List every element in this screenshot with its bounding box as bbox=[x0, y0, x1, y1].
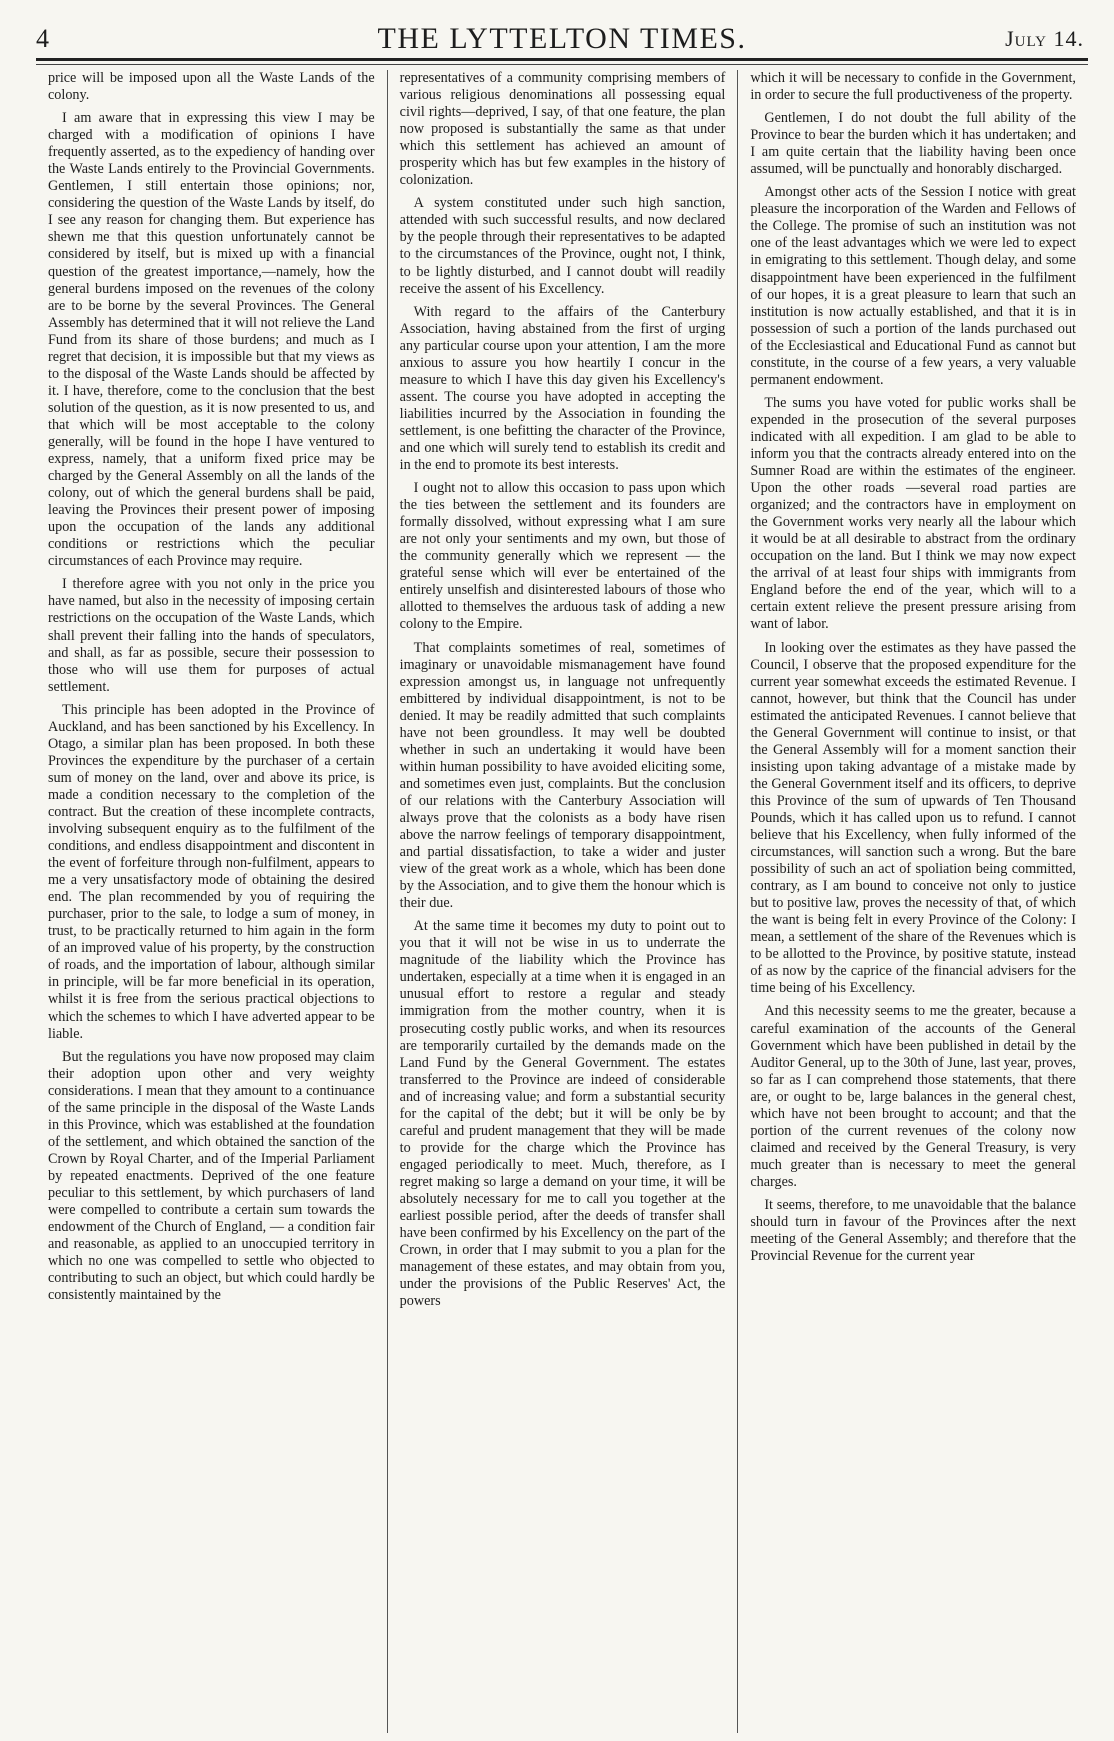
issue-date: July 14. bbox=[1005, 26, 1084, 51]
paragraph: This principle has been adopted in the Province of Auckland, and has been sanctioned by his Excellency. In Otago, a similar plan has been proposed. In both these Provinces the expenditure by the purchaser of a certain sum of money on the land, over and above its price, is made a condition necessary to the completion of the contract. But the creation of these incomplete contracts, involving subsequent enquiry as to the fulfilment of the conditions, and endless disappointment and discontent in the event of forfeiture through non-fulfilment, appears to me a very unsatisfactory mode of obtaining the desired end. The plan recommended by you of requiring the purchaser, prior to the sale, to lodge a sum of money, in trust, to be practically returned to him again in the form of an improved value of his property, by the construction of roads, and the importation of labour, although similar in principle, will be far more beneficial in its operation, whilst it is free from the serious practical objections to which the schemes to which I have adverted appear to be liable. bbox=[48, 701, 375, 1042]
paragraph: Amongst other acts of the Session I notice with great pleasure the incorporation of the Warden and Fellows of the College. The promise of such an institution was not one of the least advantages which we were led to expect in emigrating to this settlement. Though delay, and some disappointment have been experienced in the fulfilment of our hopes, it is a great pleasure to learn that such an institution is now actually established, and that it is in possession of such a portion of the lands purchased out of the Ecclesiastical and Educational Fund as cannot but constitute, in the course of a few years, a very valuable permanent endowment. bbox=[750, 184, 1076, 388]
paragraph: A system constituted under such high sanction, attended with such successful results, and now declared by the people through their representatives to be adapted to the circumstances of the Province, ought not, I think, to be lightly disturbed, and I cannot doubt will readily receive the assent of his Excellency. bbox=[399, 195, 726, 297]
article-columns bbox=[36, 70, 1088, 1733]
paragraph: It seems, therefore, to me unavoidable that the balance should turn in favour of the Provinces after the next meeting of the General Assembly; and therefore that the Provincial Revenue for the current year bbox=[750, 1197, 1076, 1265]
paragraph: The sums you have voted for public works shall be expended in the prosecution of the several purposes indicated with all expedition. I am glad to be able to inform you that the contracts already entered into on the Sumner Road are within the estimates of the engineer. Upon the other roads —several road parties are organized; and the contractors have in employment on the Government works very nearly all the labour which it would be at all desirable to abstract from the ordinary occupation on the land. But I think we may now expect the arrival of at least four ships with immigrants from England before the end of the year, which will to a certain extent relieve the present pressure arising from want of labor. bbox=[750, 394, 1076, 633]
paragraph: And this necessity seems to me the greater, because a careful examination of the accounts of the General Government which have been published in detail by the Auditor General, up to the 30th of June, last year, proves, so far as I can comprehend those statements, that there are, or ought to be, large balances in the general chest, which have not been brought to account; and that the portion of the current revenues of the colony now claimed and received by the General Treasury, is very much greater than is necessary to meet the general charges. bbox=[750, 1003, 1076, 1190]
paragraph: representatives of a community comprising members of various religious denominations all possessing equal civil rights—deprived, I say, of that one feature, the plan now proposed is substantially the same as that under which this settlement has achieved an amount of prosperity which has but few examples in the history of colonization. bbox=[399, 70, 726, 189]
paragraph: which it will be necessary to confide in the Government, in order to secure the full productiveness of the property. bbox=[750, 70, 1076, 104]
paragraph: I ought not to allow this occasion to pass upon which the ties between the settlement and its founders are formally dissolved, without expressing what I am sure are not only your sentiments and my own, but those of the community generally which we represent — the grateful sense which will ever be entertained of the entirely unselfish and disinterested labours of those who allotted to themselves the arduous task of adding a new colony to the Empire. bbox=[399, 480, 726, 633]
masthead bbox=[36, 18, 1088, 58]
paragraph: I am aware that in expressing this view I may be charged with a modification of opinions I have frequently asserted, as to the expediency of handing over the Waste Lands entirely to the Provincial Governments. Gentlemen, I still entertain those opinions; nor, considering the question of the Waste Lands by itself, do I see any reason for changing them. But experience has shewn me that this question unfortunately cannot be considered by itself, but is mixed up with a financial question of the greatest importance,—namely, how the general burdens imposed on the revenues of the colony are to be borne by the several Provinces. The General Assembly has determined that it will not relieve the Land Fund from its share of those burdens; and much as I regret that decision, it is impossible but that my views as to the disposal of the Waste Lands should be affected by it. I have, therefore, come to the conclusion that the best solution of the question, as it is now presented to us, and that which will be most acceptable to the colony generally, will be found in the hope I have ventured to express, namely, that a uniform fixed price may be charged by the General Assembly on all the lands of the colony, out of which the general burdens shall be paid, leaving the Provinces their present power of imposing upon the occupation of the lands any additional conditions or restrictions which the peculiar circumstances of each Province may require. bbox=[48, 110, 375, 570]
column-3 bbox=[737, 70, 1088, 1733]
paragraph: In looking over the estimates as they have passed the Council, I observe that the proposed expenditure for the current year somewhat exceeds the estimated Revenue. I cannot, however, but think that the Council has under estimated the anticipated Revenues. I cannot believe that the General Government will continue to insist, or that the General Assembly will for a moment sanction their insisting upon taking advantage of a mistake made by the General Government itself and its officers, to deprive this Province of the sum of upwards of Ten Thousand Pounds, which it has called upon us to refund. I cannot believe that his Excellency, when fully informed of the circumstances, will sanction such a wrong. But the bare possibility of such an act of spoliation being committed, contrary, as I am bound to conceive not only to justice but to positive law, proves the necessity of that, of which the want is being felt in every Province of the Colony: I mean, a settlement of the share of the Revenues which is to be allotted to the Province, by positive statute, instead of as now by the caprice of the financial advisers for the time being of his Excellency. bbox=[750, 639, 1076, 997]
masthead-rule-thin bbox=[36, 64, 1088, 65]
page-number: 4 bbox=[36, 24, 49, 53]
paragraph: Gentlemen, I do not doubt the full ability of the Province to bear the burden which it has undertaken; and I am quite certain that the liability having been once assumed, will be punctually and honorably discharged. bbox=[750, 110, 1076, 178]
newspaper-title: THE LYTTELTON TIMES. bbox=[377, 22, 747, 55]
column-1 bbox=[36, 70, 387, 1733]
paragraph: With regard to the affairs of the Canterbury Association, having abstained from the first of urging any particular course upon your attention, I am the more anxious to assure you how heartily I concur in the measure to which I have this day given his Excellency's assent. The course you have adopted in accepting the liabilities incurred by the Association in founding the settlement, is one befitting the character of the Province, and one which will surely tend to establish its credit and in the end to promote its best interests. bbox=[399, 303, 726, 474]
paragraph: That complaints sometimes of real, sometimes of imaginary or unavoidable mismanagement have found expression amongst us, in language not unfrequently embittered by individual disappointment, is not to be denied. It may be readily admitted that such complaints have not been groundless. It may well be doubted whether in such an undertaking it would have been within human possibility to have avoided eliciting some, and sometimes even just, complaints. But the conclusion of our relations with the Canterbury Association will always prove that the colonists as a body have risen above the narrow feelings of temporary disappointment, and partial dissatisfaction, to take a wider and juster view of the great work as a whole, which has been done by the Association, and to give them the honour which is their due. bbox=[399, 639, 726, 912]
paragraph: At the same time it becomes my duty to point out to you that it will not be wise in us to underrate the magnitude of the liability which the Province has undertaken, especially at a time when it is engaged in an unusual effort to restore a regular and steady immigration from the mother country, when it is prosecuting costly public works, and when its resources are temporarily curtailed by the demands made on the Land Fund by the General Government. The estates transferred to the Province are indeed of considerable and of increasing value; and form a substantial security for the capital of the debt; but it will be only be by careful and prudent management that they will be made to provide for the charge which the Province has engaged periodically to meet. Much, therefore, as I regret making so large a demand on your time, it will be absolutely necessary for me to call you together at the earliest possible period, after the deeds of transfer shall have been confirmed by his Excellency on the part of the Crown, in order that I may submit to you a plan for the management of these estates, and may obtain from you, under the provisions of the Public Reserves' Act, the powers bbox=[399, 918, 726, 1310]
paragraph: But the regulations you have now proposed may claim their adoption upon other and very weighty considerations. I mean that they amount to a continuance of the same principle in the disposal of the Waste Lands in this Province, which was established at the foundation of the settlement, and which obtained the sanction of the Crown by Royal Charter, and of the Imperial Parliament by repeated enactments. Deprived of the one feature peculiar to this settlement, by which purchasers of land were compelled to contribute a certain sum towards the endowment of the Church of England, — a condition fair and reasonable, as applied to an unoccupied territory in which no one was compelled to settle who objected to contributing to such an object, but which could hardly be consistently maintained by the bbox=[48, 1048, 375, 1304]
paragraph: I therefore agree with you not only in the price you have named, but also in the necessity of imposing certain restrictions on the occupation of the Waste Lands, which shall prevent their falling into the hands of speculators, and shall, as far as possible, secure their possession to those who will use them for purposes of actual settlement. bbox=[48, 576, 375, 695]
column-2 bbox=[387, 70, 738, 1733]
paragraph: price will be imposed upon all the Waste Lands of the colony. bbox=[48, 70, 375, 104]
masthead-rule-thick bbox=[36, 58, 1088, 61]
